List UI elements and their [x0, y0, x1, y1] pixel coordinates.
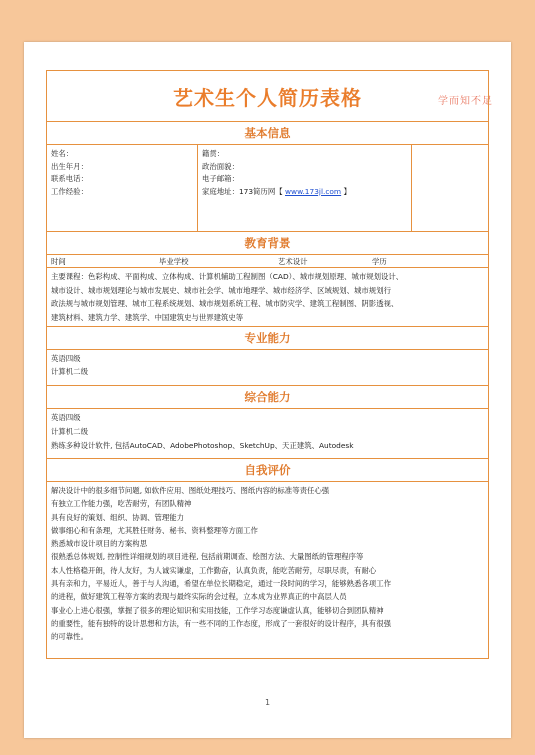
address-suffix: 】: [343, 186, 351, 196]
basic-info-row: [47, 145, 488, 232]
edu-major-label: 艺术设计: [278, 256, 308, 266]
course-line: 城市设计、城市规划理论与城市发展史、城市社会学、城市地理学、城市经济学、区域规划、城市规划行: [51, 285, 391, 295]
ability-item: 熟练多种设计软件, 包括AutoCAD、AdobePhotoshop、SketchUp、天正建筑、Autodesk: [51, 441, 354, 450]
self-eval-line: 做事细心和有条理，尤其胜任财务、秘书、资料整理等方面工作: [51, 525, 258, 535]
skill-item: 计算机二级: [51, 367, 88, 376]
ability-item: 计算机二级: [51, 427, 88, 436]
edu-school-label: 毕业学校: [159, 256, 189, 266]
document-page: [24, 42, 511, 738]
basic-middle-column: [198, 145, 412, 231]
self-eval-line: 的进程，做好建筑工程等方案的表现与最终实际的会过程，立本成为业界真正的中高层人员: [51, 592, 347, 602]
section-self-heading: 自我评价: [47, 459, 488, 482]
self-eval-line: 的可靠性。: [51, 632, 88, 642]
section-education-heading: 教育背景: [47, 232, 488, 255]
birth-label: 出生年月：: [51, 161, 88, 171]
self-eval-line: 很熟悉总体规划, 控制性详细规划的项目进程, 包括前期调查、绘图方法、大量图纸的管理程序等: [51, 552, 364, 562]
self-eval-line: 的重要性，能有独特的设计思想和方法，有一些不同的工作态度，形成了一套很好的设计程序，具有很强: [51, 618, 391, 628]
course-line: 主要课程：色彩构成、平面构成、立体构成、计算机辅助工程制图（CAD）、城市规划原理、城市规划设计、: [51, 272, 404, 281]
self-eval-block: [47, 482, 488, 658]
section-basic-heading: 基本信息: [47, 122, 488, 145]
self-eval-line: 解决设计中的很多细节问题, 如软件应用、图纸处理技巧、图纸内容的标准等责任心强: [51, 486, 330, 495]
self-eval-line: 事业心上进心很强，掌握了很多的理论知识和实用技能，工作学习态度谦虚认真，能够切合到团队精神: [51, 605, 384, 615]
self-eval-line: 有独立工作能力强，吃苦耐劳，有团队精神: [51, 499, 192, 509]
self-eval-line: 具有良好的策划、组织、协调、管理能力: [51, 512, 185, 522]
email-label: 电子邮箱：: [202, 174, 239, 183]
address-prefix: 家庭地址：173简历网【: [202, 186, 283, 196]
skill-item: 英语四级: [51, 354, 81, 363]
politics-label: 政治面貌：: [202, 161, 239, 171]
education-courses: [47, 268, 488, 327]
section-abilities-heading: 综合能力: [47, 386, 488, 409]
self-eval-line: 本人性格稳开朗，待人友好，为人诚实谦虚，工作勤奋，认真负责，能吃苦耐劳，尽职尽责，有耐心: [51, 565, 377, 575]
skills-block: [47, 350, 488, 386]
section-skills-heading: 专业能力: [47, 327, 488, 350]
page-number: 1: [264, 698, 271, 707]
ability-item: 英语四级: [51, 413, 81, 422]
resume-table: [46, 70, 489, 659]
address-link[interactable]: www.173jl.com: [284, 186, 342, 196]
photo-cell: [412, 145, 488, 231]
self-eval-line: 熟悉城市设计项目的方案构思: [51, 539, 148, 549]
edu-time-label: 时间: [51, 256, 66, 266]
phone-label: 联系电话：: [51, 174, 88, 183]
native-label: 籍贯：: [202, 149, 225, 158]
basic-left-column: [47, 145, 198, 231]
course-line: 建筑材料、建筑力学、建筑学、中国建筑史与世界建筑史等: [51, 312, 244, 322]
page-title: 艺术生个人简历表格: [47, 71, 488, 122]
address-line: [202, 186, 407, 199]
abilities-block: [47, 409, 488, 459]
self-eval-line: 具有亲和力，平易近人，善于与人沟通，希望在单位长期稳定，通过一段时间的学习，能够熟悉各项工作: [51, 579, 391, 589]
watermark-text: 学而知不足: [438, 96, 493, 107]
name-label: 姓名：: [51, 149, 74, 158]
edu-degree-label: 学历: [372, 256, 387, 266]
education-header-row: [47, 255, 488, 268]
experience-label: 工作经验：: [51, 186, 88, 196]
course-line: 政法规与城市规划管理、城市工程系统规划、城市规划系统工程、城市防灾学、建筑工程制图、阴影透视、: [51, 299, 399, 308]
